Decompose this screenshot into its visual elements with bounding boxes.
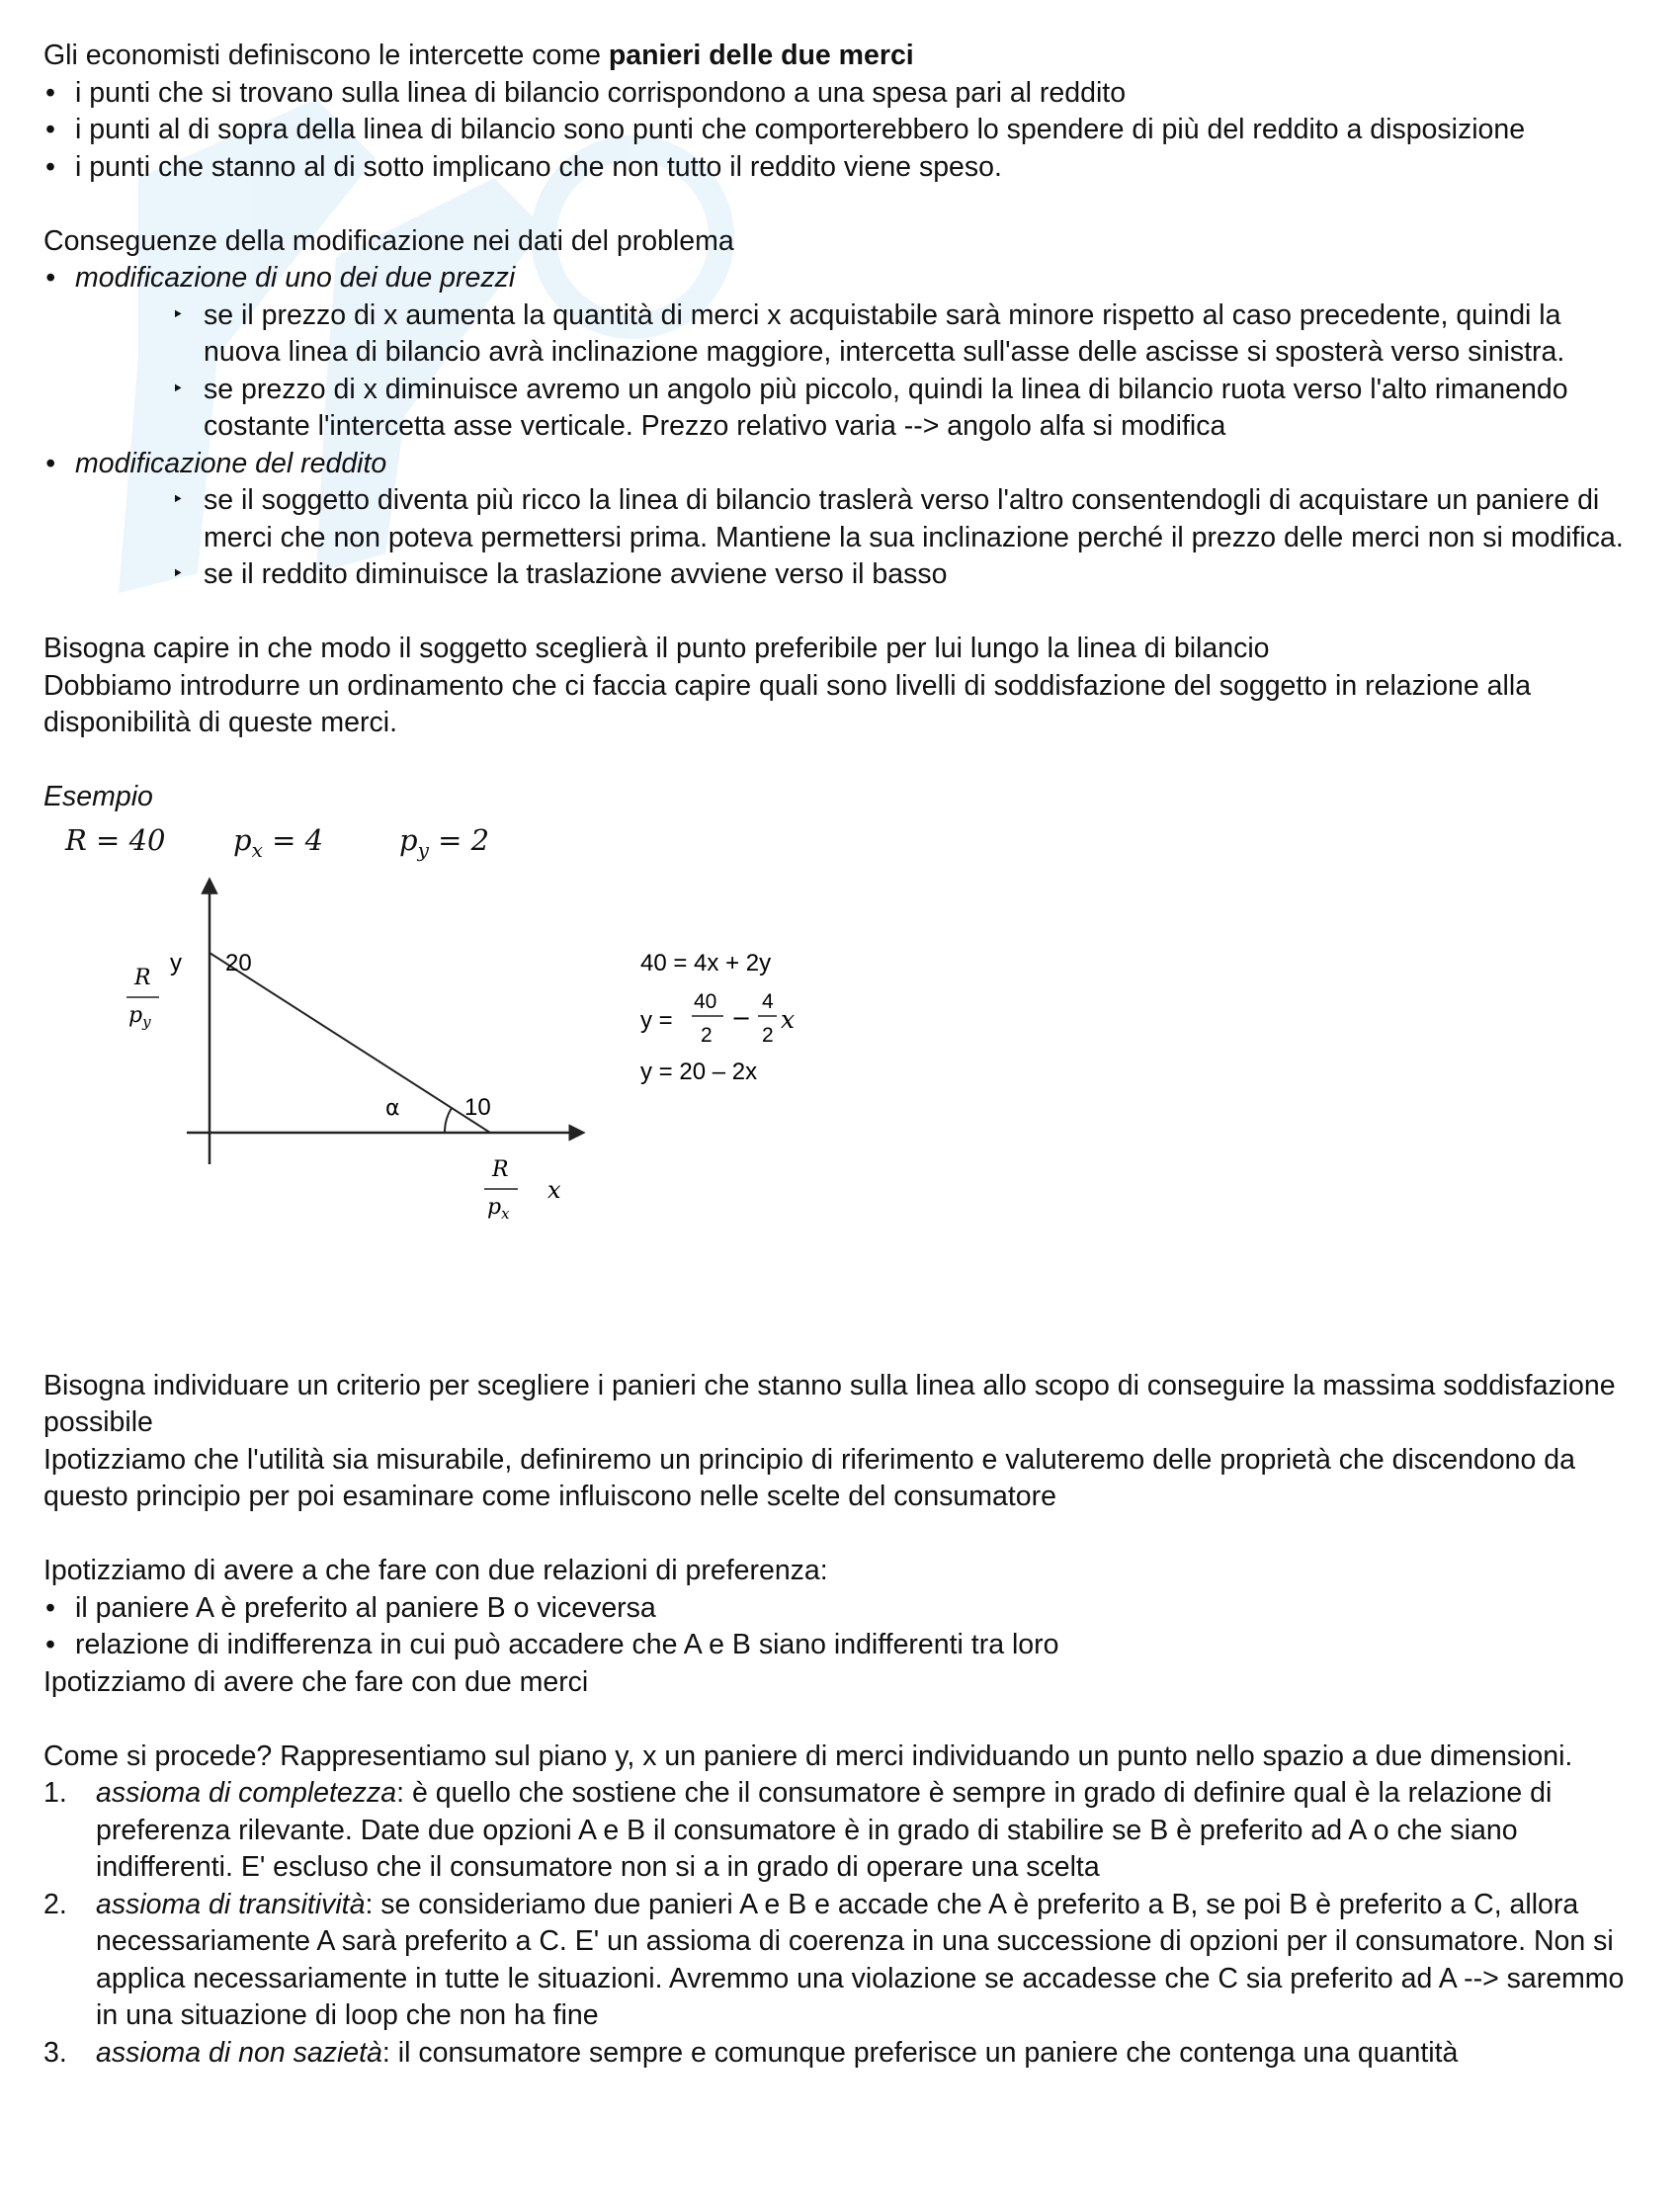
intro-lead-bold: panieri delle due merci	[608, 40, 914, 71]
consequences-list-2	[43, 446, 1644, 483]
intro-lead: Gli economisti definiscono le intercette come panieri delle due merci	[43, 40, 914, 71]
x-axis-label: x	[547, 1175, 561, 1204]
price-sublist	[43, 297, 1644, 446]
equation-2-f1-num: 40	[694, 989, 717, 1013]
equation-1: 40 = 4x + 2y	[640, 949, 772, 976]
list-item: ‣ se il reddito diminuisce la traslazione avviene verso il basso	[43, 556, 1644, 594]
price-heading: • modificazione di uno dei due prezzi	[43, 260, 1644, 297]
example-variables	[43, 816, 1644, 895]
list-item: • il paniere A è preferito al paniere B o viceversa	[43, 1590, 1644, 1628]
axiom-name: assioma di completezza	[96, 1777, 397, 1809]
list-item: • i punti al di sopra della linea di bilancio sono punti che comporterebbero lo spendere di più del reddito a disposizione	[43, 112, 1644, 149]
list-item: ‣ se il prezzo di x aumenta la quantità di merci x acquistabile sarà minore rispetto al caso precedente, quindi la nuova linea di bilancio avrà inclinazione maggiore, intercetta sull'asse delle ascisse si sposterà verso sinistra.	[43, 297, 1644, 372]
preference-lead: Ipotizziamo di avere a che fare con due relazioni di preferenza:	[43, 1555, 828, 1586]
axiom-item: 3. assioma di non sazietà: il consumatore sempre e comunque preferisce un paniere che contenga una quantità	[43, 2036, 1459, 2069]
budget-diagram-svg	[43, 895, 1032, 1368]
equation-2-f2-num: 4	[762, 989, 774, 1013]
rx-denominator: $p_x$	[487, 1194, 510, 1223]
axiom-item: 1. assioma di completezza: è quello che sostiene che il consumatore è sempre in grado di definire qual è la relazione di preferenza rilevante. Date due opzioni A e B il consumatore è in grado di stabilire se B è preferito ad A o che siano indifferenti. E' escluso che il consumatore non si a in grado di operare una scelta	[43, 1777, 1553, 1883]
axiom-name: assioma di transitività	[96, 1888, 366, 1920]
criterion-line-1: Bisogna individuare un criterio per scegliere i panieri che stanno sulla linea allo scopo di conseguire la massima soddisfazione possibile	[43, 1369, 1616, 1438]
list-item: • i punti che stanno al di sotto implicano che non tutto il reddito viene speso.	[43, 149, 1644, 187]
equation-3: y = 20 – 2x	[640, 1058, 758, 1085]
example-heading: Esempio	[43, 781, 153, 812]
price-x-value: $p_x = 4$	[233, 822, 324, 862]
equation-2-f1-den: 2	[701, 1023, 713, 1047]
document-page	[43, 38, 1644, 2072]
choice-line-1: Bisogna capire in che modo il soggetto sceglierà il punto preferibile per lui lungo la linea di bilancio	[43, 633, 1270, 664]
alpha-arc	[445, 1108, 452, 1133]
list-item: ‣ se prezzo di x diminuisce avremo un angolo più piccolo, quindi la linea di bilancio ruota verso l'alto rimanendo costante l'intercetta asse verticale. Prezzo relativo varia --> angolo alfa si modifica	[43, 372, 1644, 446]
equation-2-var: x	[781, 1004, 796, 1034]
list-item: ‣ se il soggetto diventa più ricco la linea di bilancio traslerà verso l'altro consentendogli di acquistare un paniere di merci che non poteva permettersi prima. Mantiene la sua inclinazione perché il prezzo delle merci non si modifica.	[43, 482, 1644, 556]
y-axis-label: y	[170, 949, 182, 976]
alpha-label: α	[385, 1095, 400, 1121]
budget-line-diagram	[43, 895, 1644, 1368]
list-item: • relazione di indifferenza in cui può accadere che A e B siano indifferenti tra loro	[43, 1627, 1644, 1664]
equation-2-lhs: y =	[640, 1006, 673, 1034]
equation-2-minus: −	[731, 1003, 752, 1032]
criterion-line-2: Ipotizziamo che l'utilità sia misurabile, definiremo un principio di riferimento e valuteremo delle proprietà che discendono da questo principio per poi esaminare come influiscono nelle scelte del consumatore	[43, 1443, 1575, 1512]
income-value: R = 40	[65, 822, 166, 857]
choice-line-2: Dobbiamo introdurre un ordinamento che ci faccia capire quali sono livelli di soddisfazione del soggetto in relazione alla disponibilità di queste merci.	[43, 669, 1532, 738]
price-y-value: $p_y = 2$	[399, 822, 490, 862]
axiom-item: 2. assioma di transitività: se consideriamo due panieri A e B e accade che A è preferito a B, se poi B è preferito a C, allora necessariamente A sarà preferito a C. E' un assioma di coerenza in una successione di opzioni per il consumatore. Non si applica necessariamente in tutte le situazioni. Avremmo una violazione se accadesse che C sia preferito ad A --> saremmo in una situazione di loop che non ha fine	[43, 1888, 1625, 2031]
equation-2-f2-den: 2	[762, 1023, 774, 1047]
list-item: • i punti che si trovano sulla linea di bilancio corrispondono a una spesa pari al reddito	[43, 75, 1644, 113]
axiom-name: assioma di non sazietà	[96, 2036, 382, 2069]
axioms-list	[43, 1775, 1644, 2072]
income-sublist	[43, 482, 1644, 594]
consequences-list	[43, 260, 1644, 297]
x-intercept-label: 10	[464, 1093, 491, 1121]
intro-bullets	[43, 75, 1644, 187]
income-heading: • modificazione del reddito	[43, 446, 1644, 483]
preference-tail: Ipotizziamo di avere che fare con due merci	[43, 1665, 589, 1698]
preference-bullets	[43, 1590, 1644, 1664]
ry-numerator: R	[134, 965, 151, 990]
rx-numerator: R	[492, 1156, 509, 1182]
y-intercept-label: 20	[225, 949, 252, 976]
consequences-title: Conseguenze della modificazione nei dati del problema	[43, 224, 734, 257]
budget-line	[210, 953, 490, 1133]
axioms-lead: Come si procede? Rappresentiamo sul piano y, x un paniere di merci individuando un punto nello spazio a due dimensioni.	[43, 1739, 1573, 1772]
ry-denominator: $p_y$	[128, 1002, 151, 1031]
